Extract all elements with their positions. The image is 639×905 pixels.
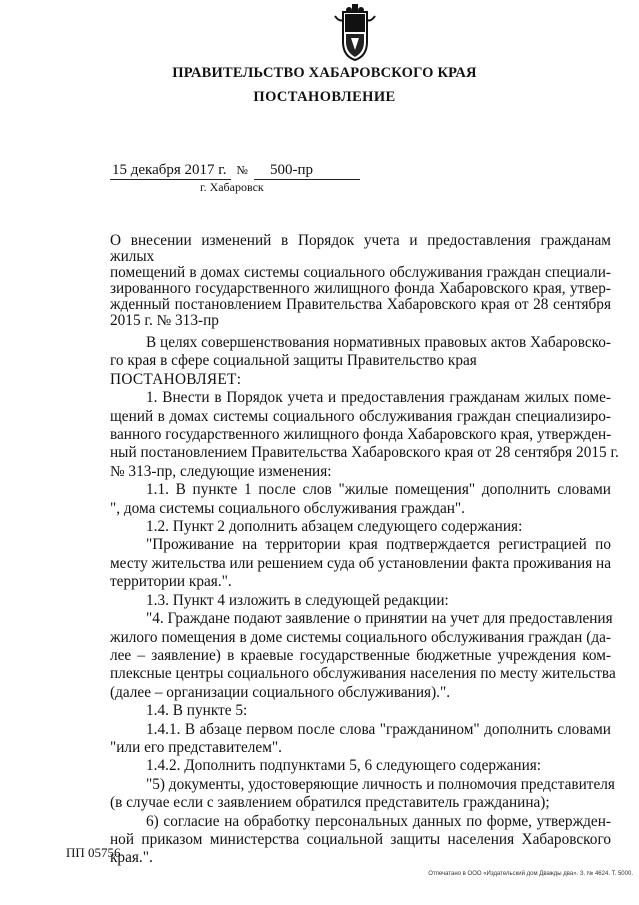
subject-line: зированного государственного жилищного фонда Хабаровского края, утвер- [110,280,611,297]
document-number: 500-пр [254,162,360,180]
body-line: ", дома системы социального обслуживания граждан". [110,499,465,517]
date-number-line [110,162,360,180]
khabarovsk-coat-of-arms-icon [329,2,381,62]
body-line: 1.2. Пункт 2 дополнить абзацем следующего содержания: [146,518,523,536]
body-line: 1.1. В пункте 1 после слов "жилые помещения" дополнить словами [146,481,611,499]
body-line: жилого помещения в доме системы социального обслуживания граждан (да- [110,628,611,646]
body-line: ный постановлением Правительства Хабаровского края от 28 сентября 2015 г. [110,444,619,462]
body-line: лее – заявление) в краевые государственные бюджетные учреждения ком- [110,646,611,664]
body-line: (далее – организации социального обслуживания).". [110,683,451,701]
document-subject [110,233,611,329]
document-code: ПП 05756 [66,845,121,860]
subject-line: помещений в домах системы социального обслуживания граждан специали- [110,264,611,281]
body-line: (в случае если с заявлением обратился представитель гражданина); [110,794,550,812]
body-line: месту жительства или решением суда об установлении факта проживания на [110,554,612,572]
body-line: плексные центры социального обслуживания населения по месту жительства [110,665,616,683]
body-line: "5) документы, удостоверяющие личность и полномочия представителя [146,775,615,793]
body-line: № 313-пр, следующие изменения: [110,462,332,480]
subject-line: О внесении изменений в Порядок учета и предоставления гражданам жилых [110,232,611,265]
body-line: щений в домах системы социального обслуживания граждан специализиро- [110,407,611,425]
body-line: го края в сфере социальной защиты Правительство края [110,352,477,370]
number-label: № [236,163,248,177]
body-line: 1.3. Пункт 4 изложить в следующей редакции: [146,591,449,609]
body-line: "4. Граждане подают заявление о принятии на учет для предоставления [146,610,613,628]
printing-note: Отпечатано в ООО «Издательский дом Дважды два». З. № 4624. Т. 5000. [428,871,633,877]
body-line: ванного государственного жилищного фонда Хабаровского края, утвержден- [110,426,612,444]
government-title: ПРАВИТЕЛЬСТВО ХАБАРОВСКОГО КРАЯ [172,65,477,81]
subject-line: 2015 г. № 313-пр [110,312,219,329]
body-line: территории края.". [110,573,232,591]
document-body [110,334,619,868]
body-line: 1.4.1. В абзаце первом после слова "гражданином" дополнить словами [146,720,611,738]
body-line: "или его представителем". [110,738,282,756]
document-type: ПОСТАНОВЛЕНИЕ [253,89,396,105]
body-line: 1. Внести в Порядок учета и предоставления гражданам жилых поме- [146,389,611,407]
document-date: 15 декабря 2017 г. [110,162,231,180]
body-line: 6) согласие на обработку персональных данных по форме, утвержден- [146,812,611,830]
body-line: края.". [110,849,153,867]
body-line: 1.4. В пункте 5: [146,702,248,720]
body-line: 1.4.2. Дополнить подпунктами 5, 6 следующего содержания: [146,757,542,775]
body-line-resolves: ПОСТАНОВЛЯЕТ: [110,370,242,388]
body-line: "Проживание на территории края подтверждается регистрацией по [146,536,611,554]
body-line: В целях совершенствования нормативных правовых актов Хабаровско- [146,334,612,351]
subject-line: жденный постановлением Правительства Хабаровского края от 28 сентября [110,296,611,313]
document-city: г. Хабаровск [200,180,264,194]
body-line: ной приказом министерства социальной защиты населения Хабаровского [110,830,611,848]
